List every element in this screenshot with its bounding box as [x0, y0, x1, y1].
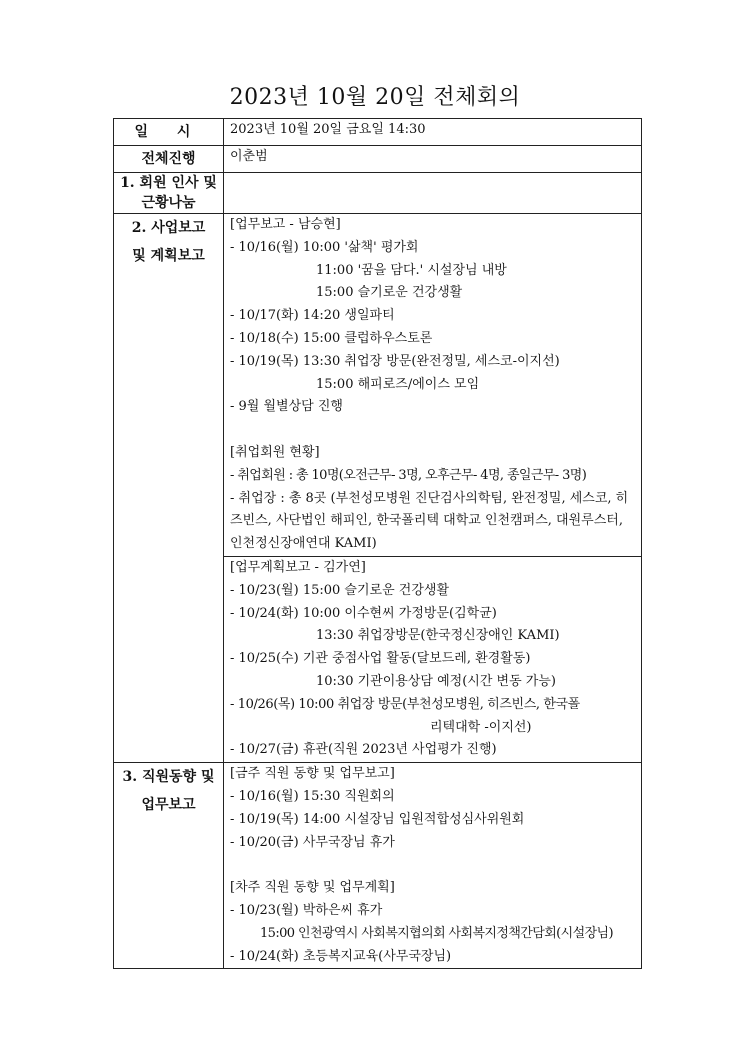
- staff-line: - 10/20(금) 사무국장님 휴가: [230, 834, 395, 850]
- employment-workplaces: - 취업장 : 총 8곳 (부천성모병원 진단검사의학팀, 완전정밀, 세스코, 히즈빈스, 사단법인 해피인, 한국폴리텍 대학교 인천캠퍼스, 대원루스터, 인천정신장애연대 KAMI): [230, 490, 629, 552]
- label-business-line2: 및 계획보고: [132, 248, 205, 264]
- plan-line: - 10/25(수) 기관 중점사업 활동(달보드레, 환경활동): [230, 651, 531, 667]
- report-line: 11:00 '꿈을 담다.' 시설장님 내방: [316, 262, 507, 278]
- report-heading: [업무보고 - 남승현]: [230, 217, 341, 232]
- staff-line: - 10/19(목) 14:00 시설장님 입원적합성심사위원회: [230, 811, 525, 827]
- row-greeting: [114, 173, 642, 214]
- label-greeting: 1. 회원 인사 및 근황나눔: [114, 173, 224, 214]
- report-line: - 10/17(화) 14:20 생일파티: [230, 308, 395, 324]
- value-greeting: [224, 173, 642, 214]
- row-date: [114, 119, 642, 146]
- plan-line: - 10/24(화) 10:00 이수현씨 가정방문(김학균): [230, 605, 497, 621]
- report-line: 15:00 슬기로운 건강생활: [316, 285, 463, 301]
- plan-heading: [업무계획보고 - 김가연]: [230, 559, 366, 575]
- spacer: [230, 854, 635, 877]
- report-line: - 10/16(월) 10:00 '삶책' 평가회: [230, 239, 419, 255]
- label-business: [114, 214, 224, 763]
- report-line: - 9월 월별상담 진행: [230, 399, 343, 415]
- employment-line: - 취업회원 : 총 10명(오전근무- 3명, 오후근무- 4명, 종일근무- 3명): [230, 467, 587, 483]
- label-staff: [114, 763, 224, 969]
- label-host: 전체진행: [114, 146, 224, 173]
- staff-line: - 10/24(화) 초등복지교육(사무국장님): [230, 948, 452, 964]
- staff-content: [224, 763, 642, 969]
- report-line: - 10/19(목) 13:30 취업장 방문(완전정밀, 세스코-이지선): [230, 353, 560, 369]
- plan-line: - 10/27(금) 휴관(직원 2023년 사업평가 진행): [230, 742, 497, 758]
- plan-line: - 10/23(월) 15:00 슬기로운 건강생활: [230, 582, 450, 598]
- row-business: [114, 214, 642, 763]
- report-line: 15:00 해피로즈/에이스 모임: [316, 376, 480, 392]
- value-date: 2023년 10월 20일 금요일 14:30: [224, 119, 642, 146]
- business-content: [224, 214, 642, 763]
- row-staff: [114, 763, 642, 969]
- staff-line: 15:00 인천광역시 사회복지협의회 사회복지정책간담회(시설장님): [260, 925, 613, 941]
- plan-line: 리텍대학 -이지선): [430, 719, 532, 735]
- meeting-table: [113, 118, 642, 969]
- report-line: - 10/18(수) 15:00 클럽하우스토론: [230, 330, 433, 346]
- label-staff-line1: 3. 직원동향 및: [122, 769, 215, 786]
- plan-line: 13:30 취업장방문(한국정신장애인 KAMI): [316, 628, 560, 644]
- label-business-line1: 2. 사업보고: [131, 220, 206, 236]
- value-host: 이춘범: [224, 146, 642, 173]
- employment-heading: [취업회원 현황]: [230, 444, 320, 460]
- label-date: 일 시: [114, 119, 224, 146]
- document-title: 2023년 10월 20일 전체회의: [229, 85, 521, 110]
- staff-line: - 10/23(월) 박하은씨 휴가: [230, 902, 383, 918]
- label-staff-line2: 업무보고: [141, 797, 196, 814]
- row-host: [114, 146, 642, 173]
- plan-line: 10:30 기관이용상담 예정(시간 변동 가능): [316, 673, 556, 689]
- staff-heading: [금주 직원 동향 및 업무보고]: [230, 766, 395, 782]
- plan-line: - 10/26(목) 10:00 취업장 방문(부천성모병원, 히즈빈스, 한국폴: [230, 696, 580, 712]
- staff-line: - 10/16(월) 15:30 직원회의: [230, 788, 395, 804]
- spacer: [230, 419, 635, 442]
- staff-heading: [차주 직원 동향 및 업무계획]: [230, 880, 395, 896]
